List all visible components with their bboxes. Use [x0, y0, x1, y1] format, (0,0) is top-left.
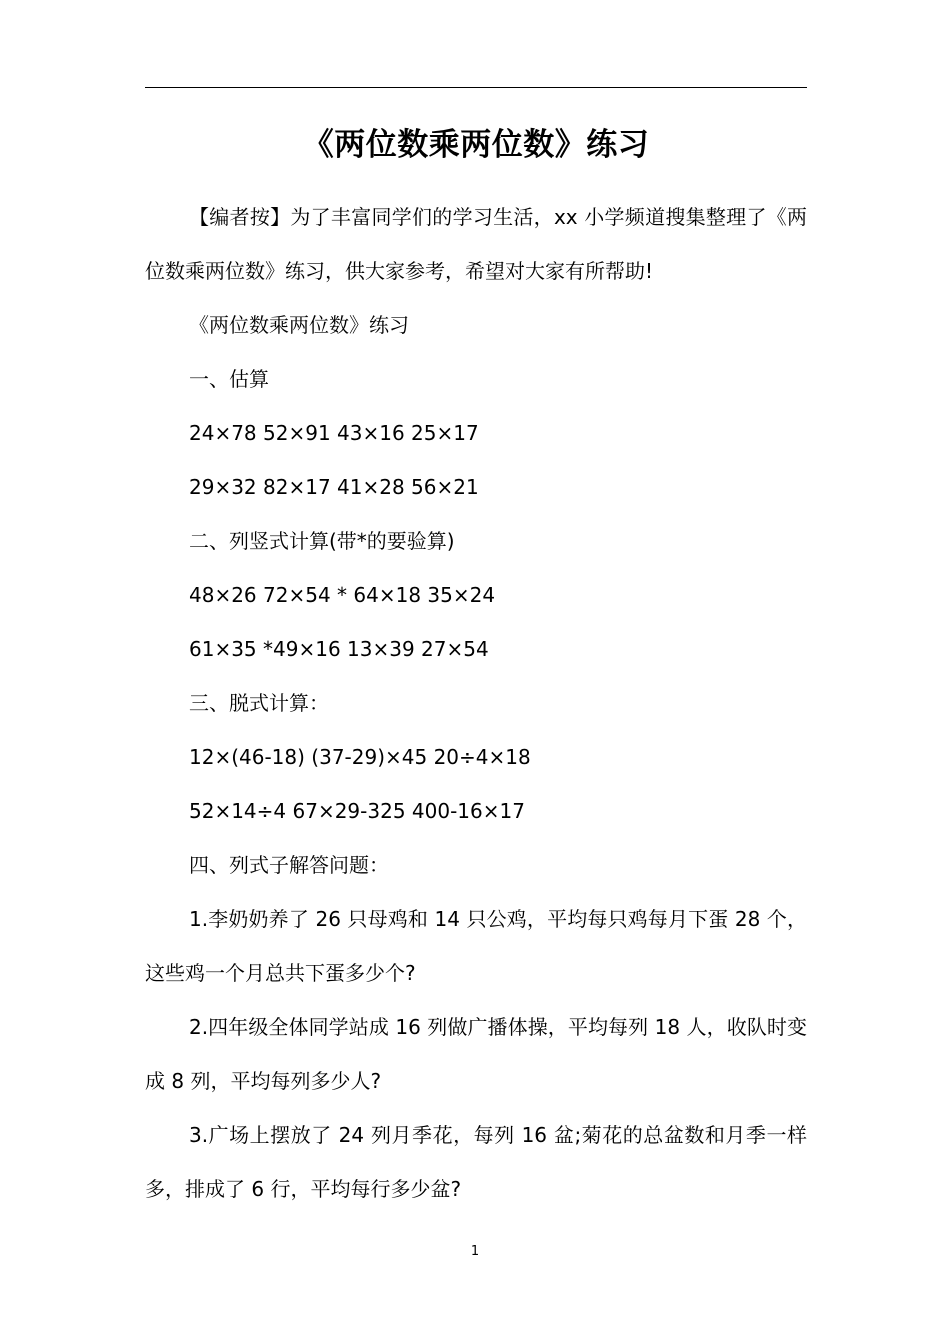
section-heading-estimate: 一、估算 — [189, 367, 269, 391]
section-heading-word-problems: 四、列式子解答问题： — [189, 853, 389, 877]
word-problem: 1.李奶奶养了 26 只母鸡和 14 只公鸡，平均每只鸡每月下蛋 28 个，这些鸡一个月总共下蛋多少个? — [145, 907, 807, 985]
word-problem: 3.广场上摆放了 24 列月季花，每列 16 盆;菊花的总盆数和月季一样多，排成了 6 行，平均每行多少盆? — [145, 1123, 807, 1201]
section-heading-stepwise: 三、脱式计算： — [189, 691, 329, 715]
header-rule — [145, 87, 807, 88]
exercise-row: 29×32 82×17 41×28 56×21 — [189, 475, 479, 499]
subtitle: 《两位数乘两位数》练习 — [189, 313, 409, 337]
exercise-row: 12×(46-18) (37-29)×45 20÷4×18 — [189, 745, 531, 769]
editor-note: 【编者按】为了丰富同学们的学习生活，xx 小学频道搜集整理了《两位数乘两位数》练习，供大家参考，希望对大家有所帮助! — [145, 205, 807, 283]
section-heading-vertical: 二、列竖式计算(带*的要验算) — [189, 529, 455, 553]
exercise-row: 52×14÷4 67×29-325 400-16×17 — [189, 799, 525, 823]
word-problem: 2.四年级全体同学站成 16 列做广播体操，平均每列 18 人，收队时变成 8 列，平均每列多少人? — [145, 1015, 807, 1093]
exercise-row: 61×35 *49×16 13×39 27×54 — [189, 637, 489, 661]
exercise-row: 24×78 52×91 43×16 25×17 — [189, 421, 479, 445]
exercise-row: 48×26 72×54 * 64×18 35×24 — [189, 583, 496, 607]
document-body — [145, 190, 807, 1216]
page-number: 1 — [470, 1244, 480, 1259]
document-title: 《两位数乘两位数》练习 — [302, 127, 650, 163]
